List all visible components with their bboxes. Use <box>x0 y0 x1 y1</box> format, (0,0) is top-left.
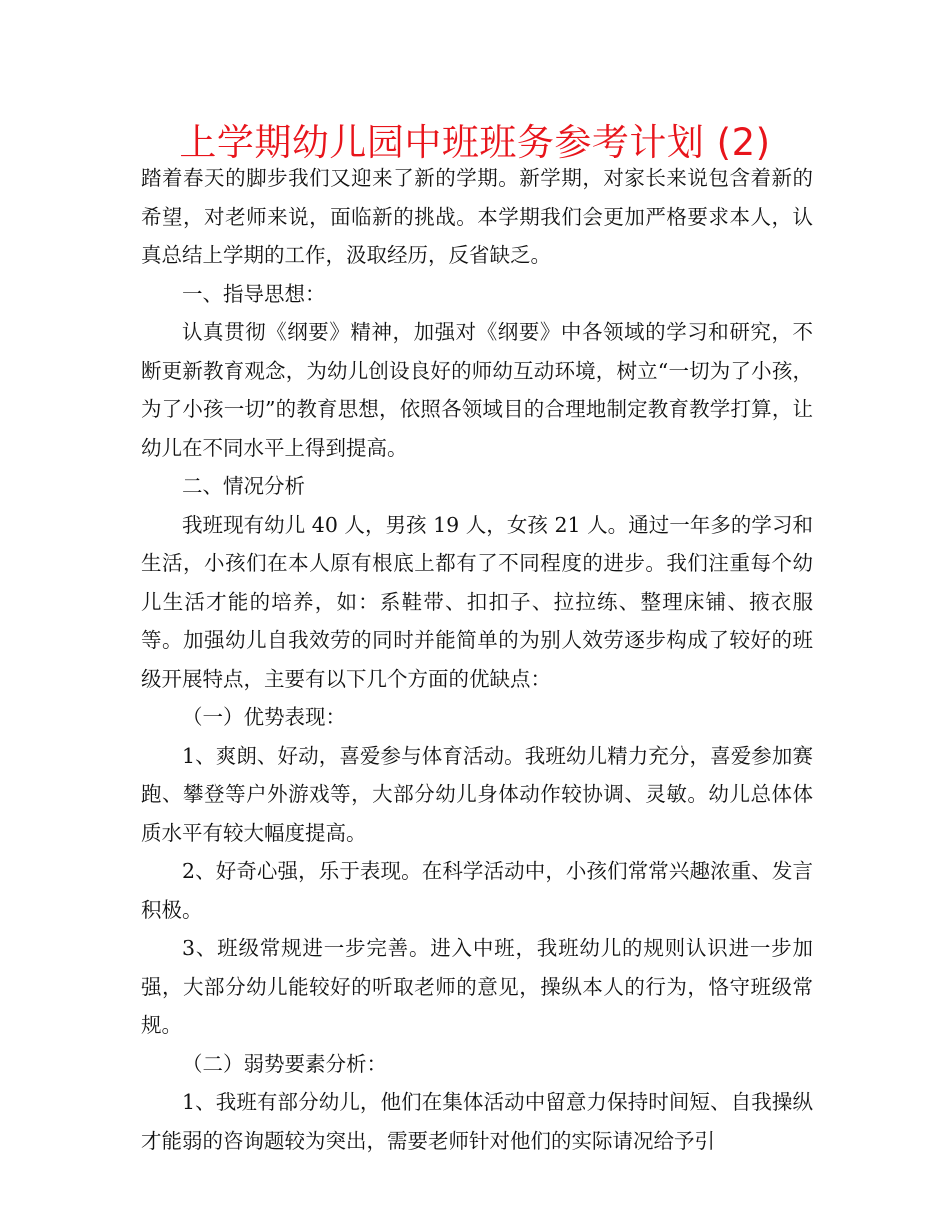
paragraph-intro: 踏着春天的脚步我们又迎来了新的学期。新学期，对家长来说包含着新的希望，对老师来说，面临新的挑战。本学期我们会更加严格要求本人，认真总结上学期的工作，汲取经历，反省缺乏。 <box>141 166 813 267</box>
heading-situation-analysis: 二、情况分析 <box>182 474 305 498</box>
heading-strengths: （一）优势表现： <box>182 705 346 729</box>
heading-guiding-ideology: 一、指导思想： <box>182 281 326 306</box>
paragraph-strength-1: 1、爽朗、好动，喜爱参与体育活动。我班幼儿精力充分，喜爱参加赛跑、攀登等户外游戏等，大部分幼儿身体动作较协调、灵敏。幼儿总体体质水平有较大幅度提高。 <box>141 743 813 845</box>
paragraph-strength-2: 2、好奇心强，乐于表现。在科学活动中，小孩们常常兴趣浓重、发言积极。 <box>141 859 813 922</box>
document-body <box>141 159 813 1160</box>
heading-weaknesses: （二）弱势要素分析： <box>182 1051 387 1076</box>
paragraph-situation-analysis: 我班现有幼儿 40 人，男孩 19 人，女孩 21 人。通过一年多的学习和生活，小孩们在本人原有根底上都有了不同程度的进步。我们注重每个幼儿生活才能的培养，如：系鞋带、扣扣子、拉拉练、整理床铺、掖衣服等。加强幼儿自我效劳的同时并能简单的为别人效劳逐步构成了较好的班级开展特点，主要有以下几个方面的优缺点： <box>141 512 813 691</box>
paragraph-guiding-ideology: 认真贯彻《纲要》精神，加强对《纲要》中各领域的学习和研究，不断更新教育观念，为幼儿创设良好的师幼互动环境，树立“一切为了小孩，为了小孩一切”的教育思想，依照各领域目的合理地制定教育教学打算，让幼儿在不同水平上得到提高。 <box>141 320 813 460</box>
paragraph-strength-3: 3、班级常规进一步完善。进入中班，我班幼儿的规则认识进一步加强，大部分幼儿能较好的听取老师的意见，操纵本人的行为，恪守班级常规。 <box>141 936 813 1037</box>
paragraph-weakness-1: 1、我班有部分幼儿，他们在集体活动中留意力保持时间短、自我操纵才能弱的咨询题较为突出，需要老师针对他们的实际请况给予引 <box>141 1090 813 1153</box>
document-title: 上学期幼儿园中班班务参考计划 (2) <box>179 121 771 164</box>
